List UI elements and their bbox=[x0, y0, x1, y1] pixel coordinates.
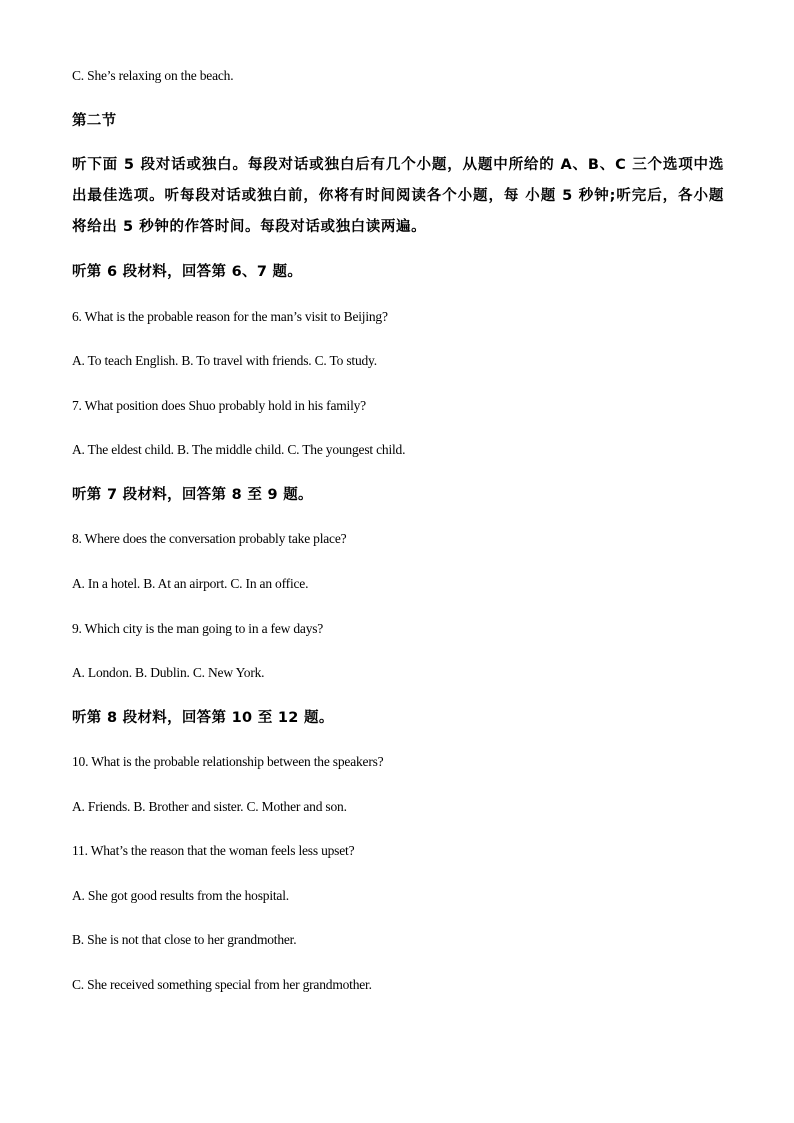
question-text: 8. Where does the conversation probably take place? bbox=[72, 531, 347, 546]
answer-options: A. Friends. B. Brother and sister. C. Mother and son. bbox=[72, 799, 347, 814]
answer-option: A. She got good results from the hospital. bbox=[72, 888, 289, 903]
question-text: 6. What is the probable reason for the man’s visit to Beijing? bbox=[72, 309, 388, 324]
answer-options: A. In a hotel. B. At an airport. C. In an office. bbox=[72, 576, 309, 591]
question-text: 9. Which city is the man going to in a few days? bbox=[72, 621, 324, 636]
material-heading: 听第 8 段材料，回答第 10 至 12 题。 bbox=[72, 710, 334, 726]
answer-option: C. She received something special from her grandmother. bbox=[72, 977, 372, 992]
question-text: 7. What position does Shuo probably hold in his family? bbox=[72, 398, 366, 413]
answer-options: A. To teach English. B. To travel with friends. C. To study. bbox=[72, 353, 377, 368]
material-heading: 听第 7 段材料，回答第 8 至 9 题。 bbox=[72, 487, 313, 503]
answer-option: B. She is not that close to her grandmother. bbox=[72, 932, 297, 947]
answer-options: A. The eldest child. B. The middle child. C. The youngest child. bbox=[72, 442, 406, 457]
section-instructions: 听下面 5 段对话或独白。每段对话或独白后有几个小题，从题中所给的 A、B、C 三个选项中选出最佳选项。听每段对话或独白前，你将有时间阅读各个小题，每 小题 5 秒钟;听完后，各小题将给出 5 秒钟的作答时间。每段对话或独白读两遍。 bbox=[72, 157, 724, 235]
question-text: 10. What is the probable relationship between the speakers? bbox=[72, 754, 384, 769]
option-text: C. She’s relaxing on the beach. bbox=[72, 68, 234, 83]
material-heading: 听第 6 段材料，回答第 6、7 题。 bbox=[72, 264, 303, 280]
answer-options: A. London. B. Dublin. C. New York. bbox=[72, 665, 265, 680]
section-heading: 第二节 bbox=[72, 113, 117, 129]
question-text: 11. What’s the reason that the woman feels less upset? bbox=[72, 843, 355, 858]
